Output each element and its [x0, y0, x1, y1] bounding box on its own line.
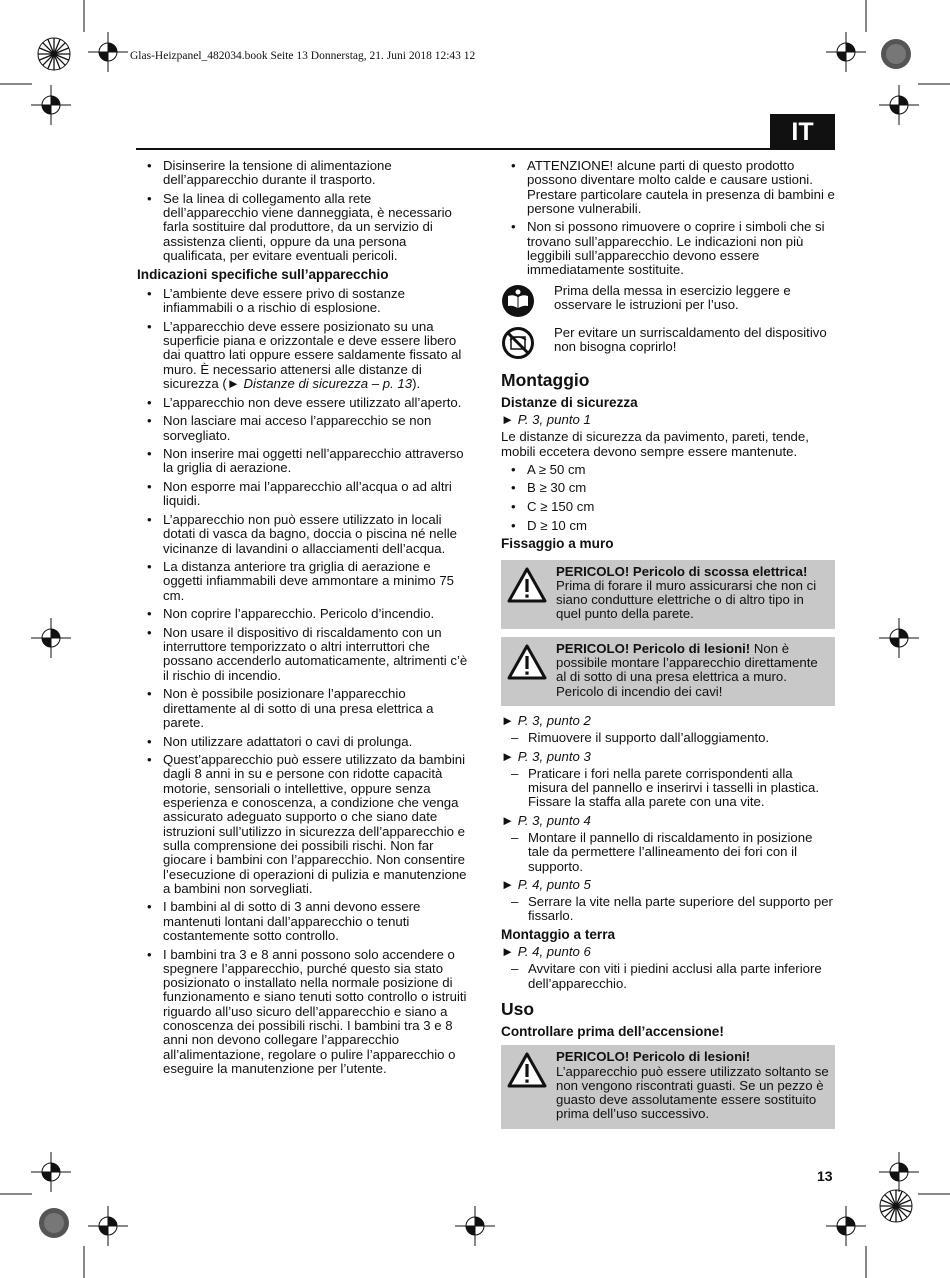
note-text: Prima della messa in esercizio leggere e osservare le istruzioni per l’uso. — [554, 282, 791, 312]
list-item: • D ≥ 10 cm — [501, 519, 835, 533]
warning-body: L’apparecchio può essere utilizzato soltanto se non vengono riscontrati guasti. Se un pezzo è guasto deve assolutamente essere sostituito prima dell’uso successivo. — [556, 1063, 829, 1122]
starburst-mark-icon — [36, 36, 72, 72]
starburst-mark-icon — [878, 1188, 914, 1224]
arrow-icon: ► — [501, 712, 515, 728]
warning-text — [556, 1050, 829, 1121]
warning-text — [556, 642, 829, 699]
figure-reference — [501, 413, 835, 427]
registration-target-icon — [879, 618, 919, 658]
list-item: • L’ambiente deve essere privo di sostanze infiammabili o a rischio di esplosione. — [137, 287, 469, 316]
item-text: ). — [412, 376, 421, 392]
warning-body: Non è possibile montare l’apparecchio direttamente al di sotto di una presa elettrica a muro. Pericolo di incendio dei cavi! — [556, 640, 818, 699]
figure-reference — [501, 814, 835, 828]
do-not-cover-icon — [501, 326, 535, 360]
warning-box — [501, 1045, 835, 1128]
section-heading: Indicazioni specifiche sull’apparecchio — [137, 266, 389, 282]
list-item: • Non usare il dispositivo di riscaldamento con un interruttore temporizzato o altri interruttori che possano accenderlo automaticamente, altrimenti c’è il rischio di incendio. — [137, 626, 469, 683]
arrow-icon: ► — [226, 376, 240, 392]
step-item: – Serrare la vite nella parte superiore del supporto per fissarlo. — [501, 895, 835, 924]
list-item: • Non esporre mai l’apparecchio all’acqua o ad altri liquidi. — [137, 480, 469, 509]
list-item: • L’apparecchio non può essere utilizzato in locali dotati di vasca da bagno, doccia o piscina né nelle vicinanze di lavandini o allacciamenti dell’acqua. — [137, 513, 469, 556]
arrow-icon: ► — [501, 411, 515, 427]
figure-reference — [501, 878, 835, 892]
list-item: • Non si possono rimuovere o coprire i simboli che si trovano sull’apparecchio. Le indicazioni non più leggibili sull’apparecchio devono essere immediatamente sostituite. — [501, 220, 835, 277]
registration-target-icon — [879, 85, 919, 125]
list-item: • La distanza anteriore tra griglia di aerazione e oggetti infiammabili deve ammontare a minimo 75 cm. — [137, 560, 469, 603]
read-manual-icon — [501, 284, 535, 318]
page-number: 13 — [817, 1168, 833, 1184]
device-safety-list — [137, 287, 469, 1076]
arrow-icon: ► — [501, 748, 515, 764]
print-header: Glas-Heizpanel_482034.book Seite 13 Donnerstag, 21. Juni 2018 12:43 12 — [130, 50, 476, 62]
subsection-heading: Controllare prima dell’accensione! — [501, 1023, 724, 1039]
warning-box — [501, 560, 835, 629]
step-list — [501, 731, 835, 745]
list-item: • Disinserire la tensione di alimentazione dell’apparecchio durante il trasporto. — [137, 159, 469, 188]
registration-target-icon — [88, 1206, 128, 1246]
warning-triangle-icon — [507, 642, 547, 680]
warning-title: PERICOLO! Pericolo di scossa elettrica! — [556, 563, 808, 579]
warning-body: Prima di forare il muro assicurarsi che non ci siano condutture elettriche o di altro tipo in quel punto della parete. — [556, 577, 817, 622]
warning-text — [556, 565, 829, 622]
subsection-heading: Montaggio a terra — [501, 926, 616, 942]
language-tab: IT — [770, 114, 835, 150]
figure-reference — [501, 945, 835, 959]
list-item: • Se la linea di collegamento alla rete dell’apparecchio viene danneggiata, è necessario farla sostituire dal produttore, da un servizio di assistenza clienti, oppure da una persona qualificata, per evitare eventuali pericoli. — [137, 192, 469, 263]
list-item: • C ≥ 150 cm — [501, 500, 835, 514]
registration-target-icon — [455, 1206, 495, 1246]
warning-triangle-icon — [507, 1050, 547, 1088]
registration-target-icon — [88, 32, 128, 72]
registration-target-icon — [879, 1152, 919, 1192]
distance-list — [501, 463, 835, 533]
list-item: • Non inserire mai oggetti nell’apparecchio attraverso la griglia di aerazione. — [137, 447, 469, 476]
warning-box — [501, 637, 835, 706]
subsection-heading: Fissaggio a muro — [501, 536, 614, 552]
list-item: • Non coprire l’apparecchio. Pericolo d’incendio. — [137, 607, 469, 621]
list-item: • B ≥ 30 cm — [501, 481, 835, 495]
reference-text: P. 4, punto 6 — [514, 944, 591, 960]
safety-list-top — [137, 159, 469, 263]
paragraph: Le distanze di sicurezza da pavimento, pareti, tende, mobili eccetera devono sempre essere mantenute. — [501, 429, 809, 459]
arrow-icon: ► — [501, 944, 515, 960]
list-item: • Non utilizzare adattatori o cavi di prolunga. — [137, 735, 469, 749]
registration-target-icon — [31, 1152, 71, 1192]
reference-text: P. 3, punto 4 — [514, 812, 591, 828]
list-item: • I bambini tra 3 e 8 anni possono solo accendere o spegnere l’apparecchio, purché questo sia stato posizionato o installato nella normale posizione di funzionamento e siano tenuti sotto controllo o istruiti riguardo all’uso sicuro dell’apparecchio e siano a conoscenza dei possibili rischi. I bambini tra 3 e 8 anni non devono collegare l’apparecchio all’alimentazione, regolare o pulire l’apparecchio o eseguire la manutenzione per l’utente. — [137, 948, 469, 1077]
read-manual-note — [501, 284, 835, 318]
warning-title: PERICOLO! Pericolo di lesioni! — [556, 1049, 751, 1065]
arrow-icon: ► — [501, 812, 515, 828]
reference-text: P. 3, punto 2 — [514, 712, 591, 728]
step-item: – Rimuovere il supporto dall’alloggiamento. — [501, 731, 835, 745]
right-column — [501, 159, 835, 1137]
do-not-cover-note — [501, 326, 835, 360]
step-item: – Montare il pannello di riscaldamento in posizione tale da permettere l’allineamento dei fori con il supporto. — [501, 831, 835, 874]
step-list — [501, 831, 835, 874]
registration-target-icon — [826, 1206, 866, 1246]
step-list — [501, 962, 835, 991]
section-title-montaggio: Montaggio — [501, 369, 590, 390]
list-item: • Quest’apparecchio può essere utilizzato da bambini dagli 8 anni in su e persone con ridotte capacità motorie, sensoriali o intellettive, oppure senza esperienza e conoscenza, a condizione che venga assicurato adeguato supporto o che siano date istruzioni sull’utilizzo in sicurezza dell’apparecchio e sulla comprensione dei possibili rischi. Non far giocare i bambini con l’apparecchio. Non consentire l’esecuzione di operazioni di pulizia e manutenzione a bambini non sorvegliati. — [137, 753, 469, 896]
figure-reference — [501, 750, 835, 764]
item-text: L’apparecchio deve essere posizionato su una superficie piana e orizzontale e deve essere libero dai quattro lati oppure essere saldamente fissato al muro. È necessario attenersi alle distanze di sicurezza ( — [163, 318, 462, 392]
list-item: • ATTENZIONE! alcune parti di questo prodotto possono diventare molto calde e causare ustioni. Prestare particolare cautela in presenza di bambini e persone vulnerabili. — [501, 159, 835, 216]
reference-text: P. 4, punto 5 — [514, 876, 591, 892]
list-item: • Non è possibile posizionare l’apparecchio direttamente al di sotto di una presa elettrica a parete. — [137, 687, 469, 730]
list-item: • Non lasciare mai acceso l’apparecchio se non sorvegliato. — [137, 414, 469, 443]
step-list — [501, 767, 835, 810]
registration-target-icon — [826, 32, 866, 72]
grey-dot-mark-icon — [879, 37, 913, 71]
warning-triangle-icon — [507, 565, 547, 603]
step-item: – Avvitare con viti i piedini acclusi alla parte inferiore dell’apparecchio. — [501, 962, 835, 991]
figure-reference — [501, 714, 835, 728]
step-item: – Praticare i fori nella parete corrispondenti alla misura del pannello e inserirvi i tasselli in plastica. Fissare la staffa alla parete con una vite. — [501, 767, 835, 810]
registration-target-icon — [31, 85, 71, 125]
safety-list-right — [501, 159, 835, 278]
warning-title: PERICOLO! Pericolo di lesioni! — [556, 640, 751, 656]
list-item: • I bambini al di sotto di 3 anni devono essere mantenuti lontani dall’apparecchio o tenuti costantemente sotto controllo. — [137, 900, 469, 943]
note-text: Per evitare un surriscaldamento del dispositivo non bisogna coprirlo! — [554, 324, 827, 354]
section-title-uso: Uso — [501, 998, 535, 1019]
list-item: • L’apparecchio non deve essere utilizzato all’aperto. — [137, 396, 469, 410]
step-list — [501, 895, 835, 924]
arrow-icon: ► — [501, 876, 515, 892]
list-item-install — [137, 320, 469, 391]
reference-text: P. 3, punto 3 — [514, 748, 591, 764]
cross-reference-link[interactable]: Distanze di sicurezza – p. 13 — [239, 376, 413, 392]
registration-target-icon — [31, 618, 71, 658]
grey-dot-mark-icon — [37, 1206, 71, 1240]
reference-text: P. 3, punto 1 — [514, 411, 591, 427]
left-column — [137, 159, 469, 1081]
header-rule — [136, 148, 770, 150]
subsection-heading: Distanze di sicurezza — [501, 394, 638, 410]
list-item: • A ≥ 50 cm — [501, 463, 835, 477]
